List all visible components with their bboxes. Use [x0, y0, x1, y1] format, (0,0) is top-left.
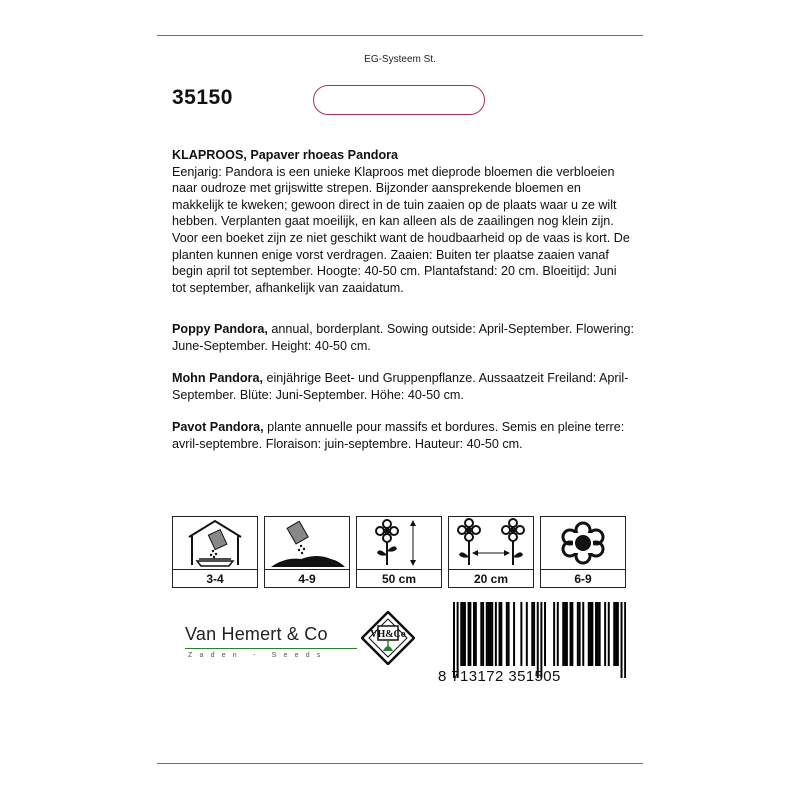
- barcode-bar: [613, 602, 615, 666]
- barcode-bar: [506, 602, 508, 666]
- plant-height-icon: [357, 517, 441, 569]
- barcode-bar: [508, 602, 510, 666]
- greenhouse-sowing-label: 3-4: [173, 569, 257, 588]
- english-description: [172, 321, 634, 354]
- seal-letters: VH&Co: [370, 629, 406, 640]
- barcode-bar: [608, 602, 610, 666]
- barcode-bar: [475, 602, 477, 666]
- barcode-bar: [464, 602, 466, 666]
- barcode-bar: [590, 602, 592, 666]
- plant-height-label: 50 cm: [357, 569, 441, 588]
- dutch-heading: KLAPROOS, Papaver rhoeas Pandora: [172, 148, 399, 162]
- barcode-bar: [571, 602, 573, 666]
- company-seal-logo: [361, 611, 415, 665]
- barcode-bar: [460, 602, 462, 666]
- lot-number-box: [313, 85, 485, 115]
- dutch-description: [172, 147, 634, 296]
- barcode-bar: [468, 602, 470, 666]
- brand-underline: [185, 648, 357, 649]
- barcode-bar: [469, 602, 471, 666]
- barcode-bar: [473, 602, 475, 666]
- barcode-bar: [564, 602, 566, 666]
- barcode-bar: [562, 602, 564, 666]
- french-body: plante annuelle pour massifs et bordures. Semis en pleine terre: avril-septembre. Floraison: juin-septembre. Hauteur: 40-50 cm.: [172, 420, 625, 451]
- barcode-bar: [537, 602, 539, 678]
- greenhouse-sowing-box: [172, 516, 258, 588]
- barcode-bar: [582, 602, 584, 666]
- barcode-bar: [597, 602, 599, 666]
- brand-name: Van Hemert & Co: [185, 624, 328, 644]
- barcode-bar: [495, 602, 497, 666]
- bottom-trim-line: [157, 763, 643, 764]
- barcode-bar: [482, 602, 484, 666]
- german-name: Mohn Pandora,: [172, 371, 263, 385]
- barcode: [453, 602, 626, 678]
- barcode-bar: [595, 602, 597, 666]
- barcode-bar: [591, 602, 593, 666]
- brand-tagline: Zaden - Seeds: [188, 652, 328, 659]
- barcode-digits: 8 713172 351505: [438, 668, 561, 685]
- system-label: EG-Systeem St.: [364, 54, 436, 65]
- dutch-body: Eenjarig: Pandora is een unieke Klaproos met dieprode bloemen die verbloeien naar oudroze met grijswitte strepen. Bijzonder aansprekende bloemen en makkelijk te kweken; gewoon direct in de tuin zaaien op de plaats waar u ze wilt hebben. Verplanten gaat moeilijk, en kan alleen als de zaailingen nog klein zijn. Voor een boeket zijn ze niet geschikt want de houdbaarheid op de vaas is kort. De planten kunnen enige vorst verdragen. Zaaien: Buiten ter plaatse zaaien vanaf begin april tot september. Hoogte: 40-50 cm. Plantafstand: 20 cm. Bloeitijd: Juni tot september, afhankelijk van zaaidatum.: [172, 164, 630, 295]
- plant-spacing-icon: [449, 517, 533, 569]
- barcode-bar: [526, 602, 528, 666]
- german-description: [172, 370, 634, 403]
- barcode-bar: [570, 602, 572, 666]
- english-body: annual, borderplant. Sowing outside: April-September. Flowering: June-September. Height: 40-50 cm.: [172, 322, 635, 353]
- barcode-bar: [544, 602, 546, 666]
- french-description: [172, 419, 634, 452]
- barcode-bar: [624, 602, 626, 678]
- barcode-bar: [577, 602, 579, 666]
- article-number: 35150: [172, 86, 233, 109]
- barcode-bar: [566, 602, 568, 666]
- barcode-bar: [500, 602, 502, 666]
- outdoor-sowing-box: [264, 516, 350, 588]
- barcode-bar: [520, 602, 522, 666]
- barcode-bar: [453, 602, 455, 678]
- barcode-bar: [480, 602, 482, 666]
- barcode-bar: [488, 602, 490, 666]
- barcode-bar: [621, 602, 623, 678]
- greenhouse-sowing-icon: [173, 517, 257, 569]
- barcode-bar: [579, 602, 581, 666]
- english-name: Poppy Pandora,: [172, 322, 268, 336]
- barcode-bar: [531, 602, 533, 666]
- german-body: einjährige Beet- und Gruppenpflanze. Aussaatzeit Freiland: April-September. Blüte: Juni-September. Höhe: 40-50 cm.: [172, 371, 629, 402]
- flowering-icon: [541, 517, 625, 569]
- french-name: Pavot Pandora,: [172, 420, 264, 434]
- outdoor-sowing-icon: [265, 517, 349, 569]
- barcode-bar: [491, 602, 493, 666]
- barcode-bar: [457, 602, 459, 678]
- barcode-bar: [599, 602, 601, 666]
- barcode-bar: [615, 602, 617, 666]
- barcode-bar: [617, 602, 619, 666]
- barcode-bar: [588, 602, 590, 666]
- barcode-bar: [489, 602, 491, 666]
- barcode-bar: [553, 602, 555, 666]
- plant-spacing-label: 20 cm: [449, 569, 533, 588]
- flowering-box: [540, 516, 626, 588]
- plant-height-box: [356, 516, 442, 588]
- top-trim-line: [157, 35, 643, 36]
- plant-spacing-box: [448, 516, 534, 588]
- barcode-bar: [486, 602, 488, 666]
- outdoor-sowing-label: 4-9: [265, 569, 349, 588]
- flowering-label: 6-9: [541, 569, 625, 588]
- barcode-bar: [604, 602, 606, 666]
- barcode-bar: [533, 602, 535, 666]
- barcode-bar: [557, 602, 559, 666]
- barcode-bar: [513, 602, 515, 666]
- barcode-bar: [499, 602, 501, 666]
- barcode-bar: [462, 602, 464, 666]
- barcode-bar: [540, 602, 542, 678]
